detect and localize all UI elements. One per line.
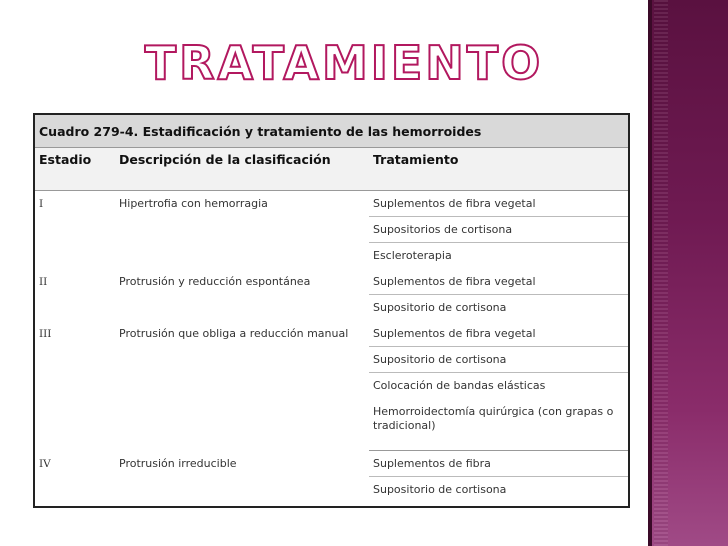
description-cell: Protrusión y reducción espontánea <box>119 274 311 288</box>
treatment-cell: Supositorio de cortisona <box>373 301 507 314</box>
stage-cell: III <box>39 327 52 340</box>
staging-table <box>33 113 630 508</box>
header-stage: Estadio <box>35 148 115 191</box>
treatment-cell: Suplementos de fibra vegetal <box>369 269 628 295</box>
description-cell: Protrusión que obliga a reducción manual <box>119 326 349 340</box>
treatment-cell: Suplementos de fibra vegetal <box>369 321 628 347</box>
header-description: Descripción de la clasificación <box>115 148 369 191</box>
treatment-cell: Colocación de bandas elásticas <box>373 379 546 392</box>
treatment-cell: Hemorroidectomía quirúrgica (con grapas o tradicional) <box>369 399 628 451</box>
treatment-cell: Supositorios de cortisona <box>369 217 628 243</box>
header-treatment: Tratamiento <box>369 148 628 191</box>
description-cell: Protrusión irreducible <box>119 456 237 470</box>
treatment-cell: Supositorio de cortisona <box>369 347 628 373</box>
stage-cell: IV <box>39 457 51 470</box>
description-cell: Hipertrofia con hemorragia <box>119 197 268 210</box>
treatment-cell: Escleroterapia <box>373 249 452 262</box>
stage-cell: II <box>39 275 48 288</box>
treatment-cell: Suplementos de fibra <box>369 451 628 477</box>
table-caption: Cuadro 279-4. Estadificación y tratamiento de las hemorroides <box>35 115 628 148</box>
slide-title: TRATAMIENTO <box>144 36 544 90</box>
stage-cell: I <box>39 198 44 210</box>
treatment-cell: Supositorio de cortisona <box>373 483 507 496</box>
treatment-cell: Suplementos de fibra vegetal <box>369 191 628 217</box>
